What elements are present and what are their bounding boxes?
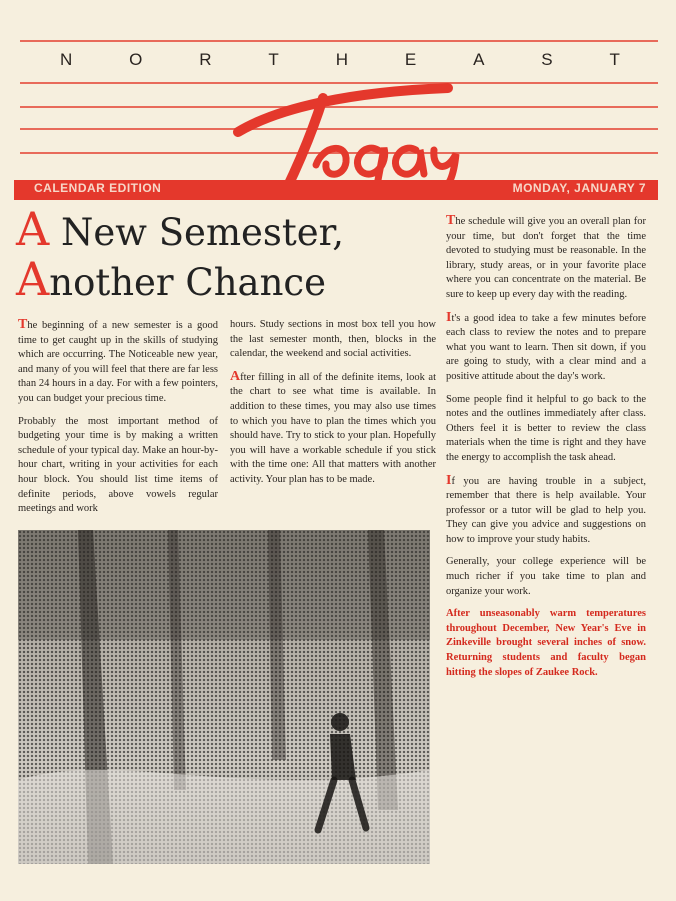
paragraph-text: fter filling in all of the definite items, look at the chart to see what time is available. In addition to these times, you may also use times to which you have to plan the times which you should have. Try to stick to your plan. Hopefully you will have a workable schedule if you stick with the time one: All that matters with another activity. Your plan has to be made.	[230, 371, 436, 485]
paragraph	[446, 393, 646, 466]
masthead-northeast	[60, 50, 620, 70]
masthead-letter: T	[609, 50, 620, 69]
paragraph	[446, 214, 646, 303]
headline-line-2: nother Chance	[49, 261, 327, 304]
masthead-letter: N	[60, 50, 73, 69]
drop-cap: A	[230, 368, 241, 384]
paragraph	[230, 318, 436, 362]
paragraph	[18, 415, 218, 517]
masthead-letter: E	[404, 50, 417, 69]
drop-cap: T	[446, 213, 456, 228]
paragraph-text: he beginning of a new semester is a good time to get caught up in the skills of studying which are occurring. The Noticeable new year, and many of you will feel that there are far less than 24 hours in a day. For with a few pointers, you can budget your precious time.	[18, 320, 218, 404]
drop-cap: T	[18, 317, 28, 332]
paragraph-text: Probably the most important method of budgeting your time is by making a written schedule of your typical day. Make an hour-by-hour chart, writing in your activities for each hour block. You should list time items of definite periods, above vowels regular meetings and work	[18, 415, 218, 515]
masthead-rule	[20, 40, 658, 42]
headline-drop-cap: A	[16, 202, 50, 256]
paragraph-text: t's a good idea to take a few minutes before each class to review the notes and to prepare what you want to learn. Then sit down, if you are going to study, with a clear mind and a positive attitude about the day's work.	[446, 312, 646, 382]
headline-line-1: New Semester,	[49, 211, 345, 254]
paragraph-text: hours. Study sections in most box tell you how the last semester month, then, blocks in the calendar, the weekend and social activities.	[230, 319, 436, 360]
issue-date: MONDAY, JANUARY 7	[512, 181, 646, 195]
masthead-letter: S	[541, 50, 553, 69]
article-column-3	[446, 214, 646, 688]
paragraph-text: f you are having trouble in a subject, remember that there is help available. Your professor or a tutor will be glad to help you. They can give you advice and suggestions on how to improve your study habits.	[446, 475, 646, 545]
paragraph	[446, 474, 646, 548]
headline-drop-cap: A	[16, 252, 50, 306]
drop-cap: I	[446, 472, 452, 488]
article-column-2	[230, 318, 436, 496]
paragraph	[446, 311, 646, 385]
article-headline	[16, 202, 436, 306]
paragraph-text: Some people find it helpful to go back to the notes and the outlines immediately after class. Others feel it is better to review the class materials when the time is right and they have the energy to accomplish the task ahead.	[446, 393, 646, 463]
masthead-letter: H	[335, 50, 348, 69]
edition-label: CALENDAR EDITION	[34, 181, 162, 195]
halftone-photo	[18, 530, 430, 864]
masthead-letter: A	[473, 50, 485, 69]
paragraph-text: Generally, your college experience will be much richer if you take time to plan and organize your work.	[446, 556, 646, 597]
article-column-1	[18, 318, 218, 525]
masthead-letter: R	[199, 50, 212, 69]
photo-caption: After unseasonably warm temperatures throughout December, New Year's Eve in Zinkeville brought several inches of snow. Returning students and faculty began hitting the slopes of Zaukee Rock.	[446, 608, 646, 678]
drop-cap: I	[446, 309, 452, 325]
masthead-letter: O	[129, 50, 143, 69]
snow-scene-image	[18, 530, 430, 864]
paragraph	[446, 555, 646, 599]
paragraph-text: he schedule will give you an overall plan for your time, but don't forget that the time devoted to studying must be reasonable. In the library, study areas, or in your favorite place where you can concentrate on the material. Be sure to keep up every day with the reading.	[446, 216, 646, 300]
masthead-letter: T	[268, 50, 279, 69]
paragraph	[230, 370, 436, 488]
paragraph	[18, 318, 218, 407]
today-logo-text: Today	[228, 70, 231, 71]
